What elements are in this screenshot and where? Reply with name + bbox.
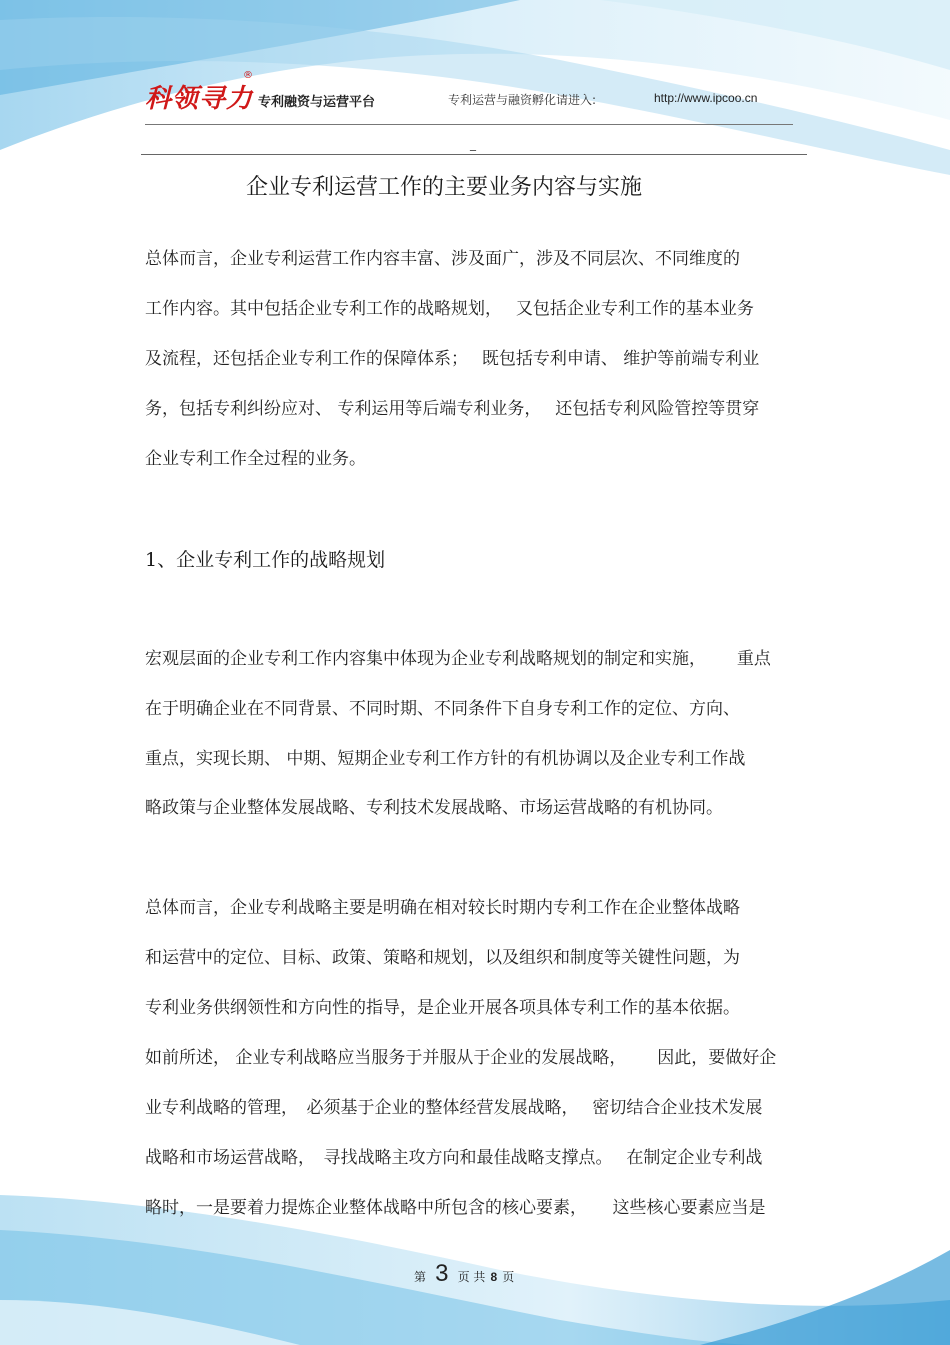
platform-name: 专利融资与运营平台 <box>258 95 376 110</box>
registered-mark: ® <box>243 70 253 81</box>
paragraph-3-line: 和运营中的定位、目标、政策、策略和规划，以及组织和制度等关键性问题，为 <box>145 948 740 968</box>
page-suffix: 页 <box>502 1270 515 1284</box>
paragraph-2-line: 重点，实现长期、 中期、短期企业专利工作方针的有机协调以及企业专利工作战 <box>145 749 746 769</box>
paragraph-1-line: 企业专利工作全过程的业务。 <box>145 449 366 469</box>
entry-label: 专利运营与融资孵化请进入: <box>448 93 597 107</box>
document-title: 企业专利运营工作的主要业务内容与实施 <box>246 175 643 200</box>
paragraph-2-line: 宏观层面的企业专利工作内容集中体现为企业专利战略规划的制定和实施， 重点 <box>145 649 771 669</box>
paragraph-1-line: 务，包括专利纠纷应对、 专利运用等后端专利业务， 还包括专利风险管控等贯穿 <box>145 399 760 419</box>
page-middle-text: 页 共 <box>457 1270 486 1284</box>
paragraph-3-line: 略时，一是要着力提炼企业整体战略中所包含的核心要素， 这些核心要素应当是 <box>145 1198 766 1218</box>
paragraph-2-line: 在于明确企业在不同背景、不同时期、不同条件下自身专利工作的定位、方向、 <box>145 699 740 719</box>
total-pages: 8 <box>490 1270 498 1284</box>
page-prefix: 第 <box>414 1270 427 1284</box>
paragraph-1-line: 及流程，还包括企业专利工作的保障体系； 既包括专利申请、 维护等前端专利业 <box>145 349 760 369</box>
paragraph-2-line: 略政策与企业整体发展战略、专利技术发展战略、市场运营战略的有机协同。 <box>145 798 723 818</box>
header-divider <box>145 124 793 125</box>
paragraph-1-line: 总体而言，企业专利运营工作内容丰富、涉及面广，涉及不同层次、不同维度的 <box>145 249 740 269</box>
header-divider-bottom <box>141 154 807 155</box>
page-indicator <box>414 1260 514 1288</box>
website-link[interactable]: http://www.ipcoo.cn <box>654 91 758 105</box>
paragraph-3-line: 如前所述， 企业专利战略应当服务于并服从于企业的发展战略， 因此，要做好企 <box>145 1048 777 1068</box>
paragraph-3-line: 战略和市场运营战略， 寻找战略主攻方向和最佳战略支撑点。 在制定企业专利战 <box>145 1148 763 1168</box>
paragraph-3-line: 业专利战略的管理， 必须基于企业的整体经营发展战略， 密切结合企业技术发展 <box>145 1098 763 1118</box>
current-page-number: 3 <box>435 1260 449 1287</box>
logo-wordmark: 科领寻力 <box>145 84 254 114</box>
header-dash: _ <box>470 137 476 151</box>
section-heading: 1、企业专利工作的战略规划 <box>145 549 386 571</box>
paragraph-3-line: 专利业务供纲领性和方向性的指导，是企业开展各项具体专利工作的基本依据。 <box>145 998 740 1018</box>
paragraph-1-line: 工作内容。其中包括企业专利工作的战略规划， 又包括企业专利工作的基本业务 <box>145 299 754 319</box>
paragraph-3-line: 总体而言，企业专利战略主要是明确在相对较长时期内专利工作在企业整体战略 <box>145 898 740 918</box>
